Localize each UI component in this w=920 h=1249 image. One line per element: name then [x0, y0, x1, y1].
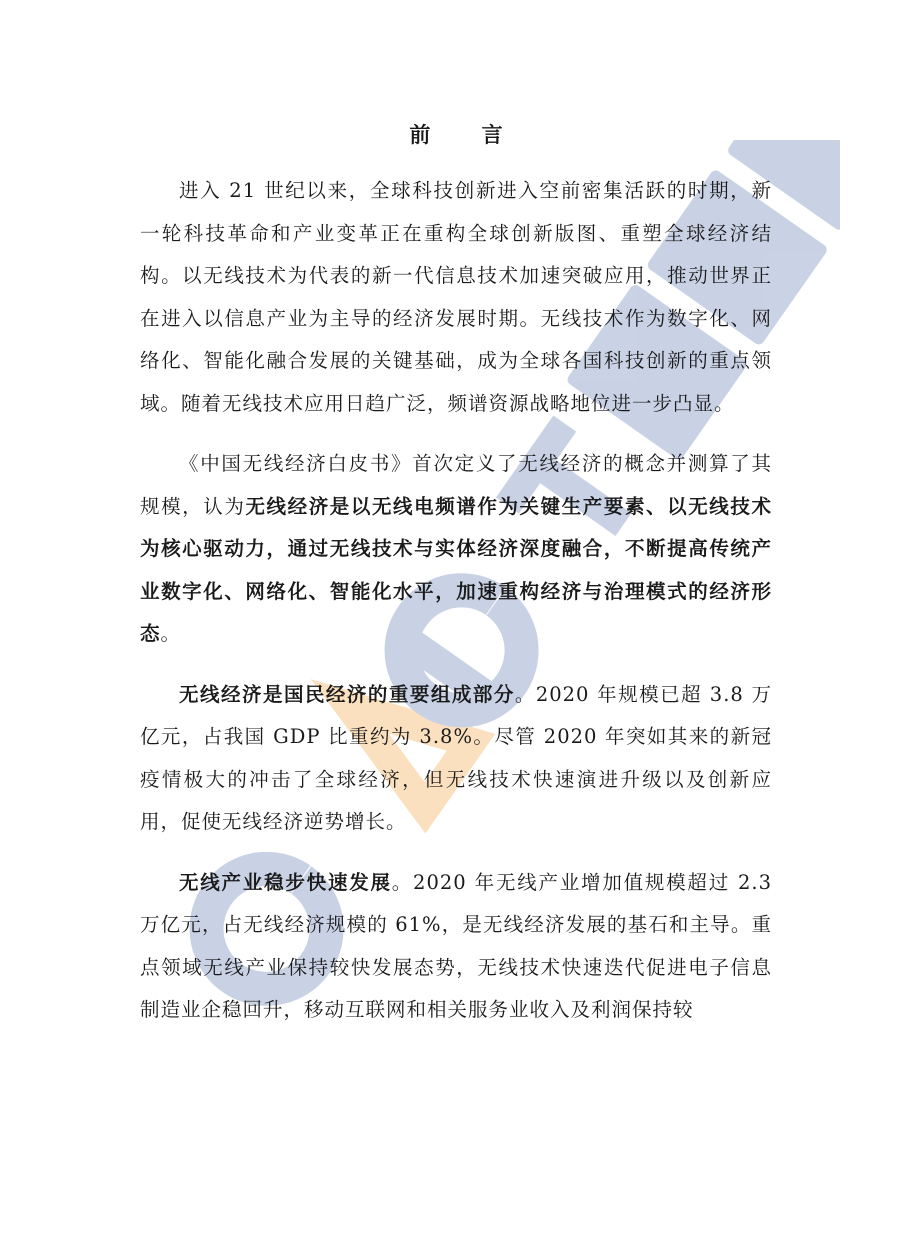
paragraph-3-bold: 无线经济是国民经济的重要组成部分: [179, 682, 515, 706]
paragraph-1-text: 进入 21 世纪以来，全球科技创新进入空前密集活跃的时期，新一轮科技革命和产业变革正在重构全球创新版图、重塑全球经济结构。以无线技术为代表的新一代信息技术加速突破应用，推动世界正在进入以信息产业为主导的经济发展时期。无线技术作为数字化、网络化、智能化融合发展的关键基础，成为全球各国科技创新的重点领域。随着无线技术应用日趋广泛，频谱资源战略地位进一步凸显。: [140, 179, 772, 415]
paragraph-3: [140, 674, 772, 844]
document-body: [140, 118, 772, 1050]
paragraph-4-tail: 。2020 年无线产业增加值规模超过 2.3 万亿元，占无线经济规模的 61%，是无线经济发展的基石和主导。重点领域无线产业保持较快发展态势，无线技术快速迭代促进电子信息制造业企稳回升，移动互联网和相关服务业收入及利润保持较: [140, 870, 772, 1021]
paragraph-2-lead: 《中国无线经济白皮书》首次定义了无线经济的概念并测算了其规模，认为: [140, 452, 772, 518]
paragraph-1: [140, 170, 772, 425]
paragraph-2-tail: 。: [160, 622, 182, 645]
paragraph-4: [140, 862, 772, 1032]
paragraph-2: [140, 443, 772, 656]
page-title: 前 言: [409, 123, 525, 147]
paragraph-3-tail: 。2020 年规模已超 3.8 万亿元，占我国 GDP 比重约为 3.8%。尽管 2020 年突如其来的新冠疫情极大的冲击了全球经济，但无线技术快速演进升级以及创新应用，促使无线经济逆势增长。: [140, 682, 772, 833]
paragraph-2-bold: 无线经济是以无线电频谱作为关键生产要素、以无线技术为核心驱动力，通过无线技术与实体经济深度融合，不断提高传统产业数字化、网络化、智能化水平，加速重构经济与治理模式的经济形态: [140, 494, 772, 645]
paragraph-4-bold: 无线产业稳步快速发展: [179, 870, 392, 894]
